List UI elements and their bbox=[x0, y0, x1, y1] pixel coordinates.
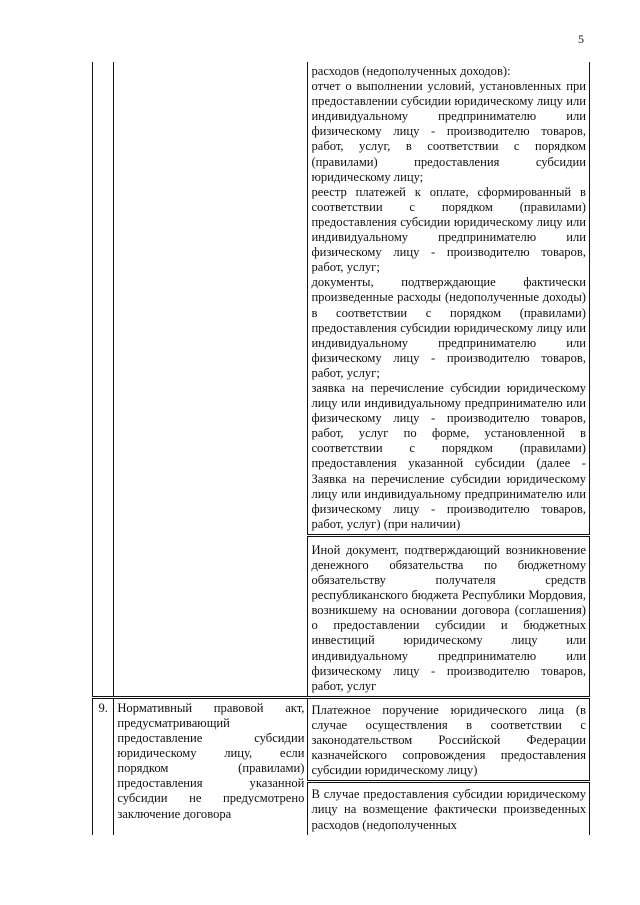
document-cell bbox=[308, 782, 590, 835]
table-row bbox=[93, 697, 590, 781]
document-cell bbox=[308, 535, 590, 697]
table-row bbox=[93, 62, 590, 535]
document-cell bbox=[308, 697, 590, 781]
row-number: 9. bbox=[98, 700, 108, 715]
document-cell bbox=[308, 62, 590, 535]
act-name-cell bbox=[114, 697, 308, 834]
documents-table bbox=[92, 62, 590, 835]
document-text: документы, подтверждающие фактически произведенные расходы (недополученные доходы) в соответствии с порядком (правилами) предоставления субсидии юридическому лицу или индивидуальному предпринимателю или физическому лицу - производителю товаров, работ, услуг; bbox=[311, 275, 586, 380]
document-text: В случае предоставления субсидии юридическому лицу на возмещение фактически произведенных расходов (недополученных bbox=[311, 787, 586, 832]
act-name-cell bbox=[114, 62, 308, 697]
document-text: реестр платежей к оплате, сформированный в соответствии с порядком (правилами) предоставления субсидии юридическому лицу или индивидуальному предпринимателю или физическому лицу - производителю товаров, работ, услуг; bbox=[311, 184, 586, 275]
page-number: 5 bbox=[578, 32, 584, 46]
document-text: отчет о выполнении условий, установленных при предоставлении субсидии юридическому лицу или индивидуальному предпринимателю или физическому лицу - производителю товаров, работ, услуг, в соответствии с порядком (правилами) предоставления субсидии юридическому лицу; bbox=[311, 79, 586, 184]
document-text: Платежное поручение юридического лица (в случае осуществления в соответствии с законодательством Российской Федерации казначейского сопровождения предоставления субсидии юридическому лицу) bbox=[311, 702, 586, 778]
document-text: заявка на перечисление субсидии юридическому лицу или индивидуальному предпринимателю или физическому лицу - производителю товаров, работ, услуг по форме, установленной в соответствии с порядком (правилами) предоставления указанной субсидии (далее - Заявка на перечисление субсидии юридическому лицу или индивидуальному предпринимателю или физическому лицу - производителю товаров, работ, услуг) (при наличии) bbox=[311, 380, 586, 531]
document-text: расходов (недополученных доходов): bbox=[311, 64, 511, 78]
document-text: Иной документ, подтверждающий возникновение денежного обязательства по бюджетному обязательству получателя средств республиканского бюджета Республики Мордовия, возникшему на основании договора (соглашения) о предоставлении субсидии и бюджетных инвестиций юридическому лицу или индивидуальному предпринимателю или физическому лицу - производителю товаров, работ, услуг bbox=[311, 542, 586, 693]
row-number-cell bbox=[93, 697, 114, 834]
row-number-cell bbox=[93, 62, 114, 697]
act-name: Нормативный правовой акт, предусматривающий предоставление субсидии юридическому лицу, если порядком (правилами) предоставления указанной субсидии не предусмотрено заключение договора bbox=[117, 700, 305, 821]
